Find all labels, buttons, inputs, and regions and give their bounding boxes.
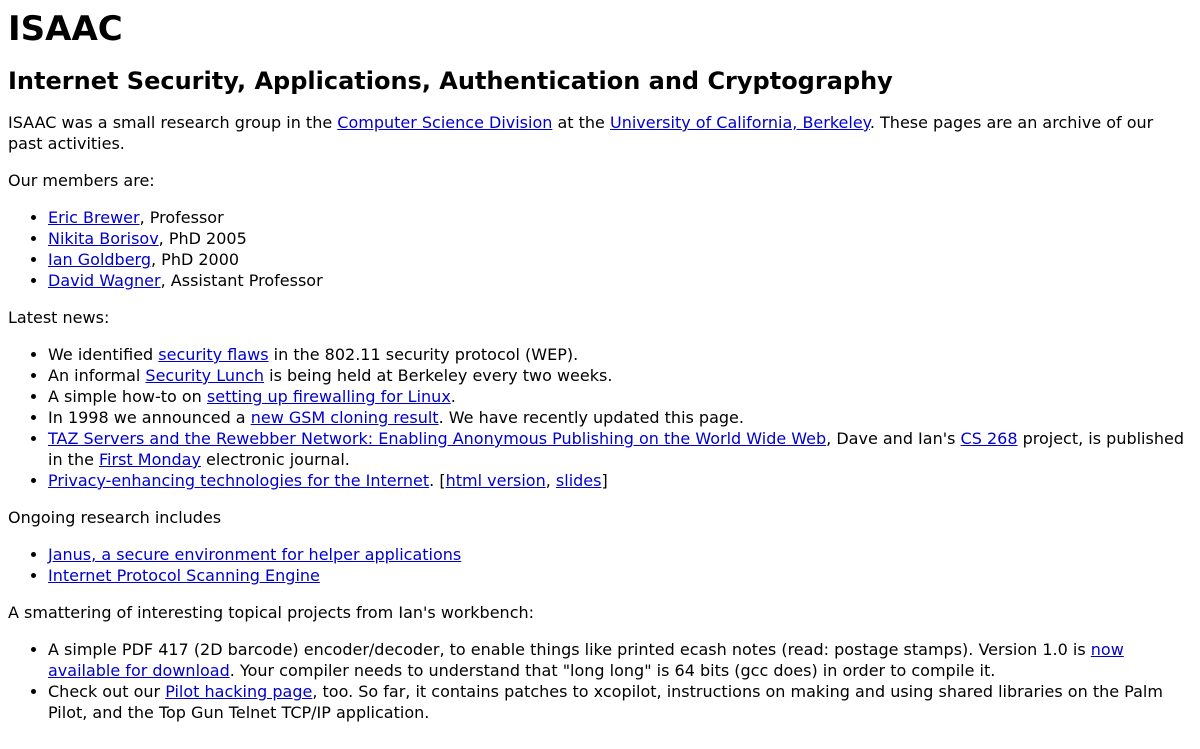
project-text: , too. So far, it contains patches to xcopilot, instructions on making and using shared libraries on the Palm Pilot, and the Top Gun Telnet TCP/IP application.: [48, 682, 1163, 722]
list-item: [48, 228, 1192, 249]
scanning-engine-link[interactable]: Internet Protocol Scanning Engine: [48, 566, 320, 585]
security-flaws-link[interactable]: security flaws: [158, 345, 269, 364]
intro-text: ISAAC was a small research group in the: [8, 113, 338, 132]
list-item: [48, 365, 1192, 386]
html-version-link[interactable]: html version: [445, 471, 546, 490]
list-item: [48, 344, 1192, 365]
member-role: , Professor: [139, 208, 224, 227]
news-text: , Dave and Ian's: [826, 429, 961, 448]
intro-text: . These pages are an archive of our past activities.: [8, 113, 1154, 153]
projects-heading: A smattering of interesting topical projects from Ian's workbench:: [8, 603, 535, 622]
member-link-david-wagner[interactable]: David Wagner: [48, 271, 161, 290]
research-list: [8, 544, 1192, 586]
list-item: [48, 428, 1192, 470]
news-text: in the 802.11 security protocol (WEP).: [268, 345, 579, 364]
intro-text: at the: [552, 113, 610, 132]
uc-berkeley-link[interactable]: University of California, Berkeley: [609, 113, 870, 132]
security-lunch-link[interactable]: Security Lunch: [145, 366, 265, 385]
linux-firewalling-link[interactable]: setting up firewalling for Linux: [206, 387, 451, 406]
list-item: [48, 407, 1192, 428]
news-text: ,: [545, 471, 556, 490]
pilot-hacking-link[interactable]: Pilot hacking page: [165, 682, 313, 701]
project-text: . Your compiler needs to understand that "long long" is 64 bits (gcc does) in order to compile it.: [229, 661, 996, 680]
projects-list: [8, 639, 1192, 723]
project-text: Check out our: [48, 682, 166, 701]
members-list: [8, 207, 1192, 291]
list-item: [48, 470, 1192, 491]
news-heading: Latest news:: [8, 308, 110, 327]
pdf417-download-link[interactable]: now available for download: [48, 640, 1124, 680]
project-text: A simple PDF 417 (2D barcode) encoder/decoder, to enable things like printed ecash notes (read: postage stamps). Version 1.0 is: [48, 640, 1091, 659]
page-title: ISAAC: [8, 9, 123, 49]
research-heading: Ongoing research includes: [8, 508, 222, 527]
taz-servers-link[interactable]: TAZ Servers and the Rewebber Network: Enabling Anonymous Publishing on the World Wide Web: [48, 429, 827, 448]
gsm-cloning-link[interactable]: new GSM cloning result: [250, 408, 439, 427]
members-heading: Our members are:: [8, 171, 155, 190]
news-text: is being held at Berkeley every two weeks.: [264, 366, 613, 385]
cs268-link[interactable]: CS 268: [960, 429, 1018, 448]
news-text: In 1998 we announced a: [48, 408, 251, 427]
news-text: project, is published in the: [48, 429, 1184, 469]
news-text: An informal: [48, 366, 146, 385]
list-item: [48, 386, 1192, 407]
list-item: [48, 544, 1192, 565]
news-text: We identified: [48, 345, 159, 364]
list-item: [48, 207, 1192, 228]
member-role: , PhD 2000: [151, 250, 240, 269]
member-link-eric-brewer[interactable]: Eric Brewer: [48, 208, 140, 227]
member-link-nikita-borisov[interactable]: Nikita Borisov: [48, 229, 159, 248]
member-link-ian-goldberg[interactable]: Ian Goldberg: [48, 250, 151, 269]
privacy-technologies-link[interactable]: Privacy-enhancing technologies for the Internet: [48, 471, 430, 490]
news-text: A simple how-to on: [48, 387, 207, 406]
page-subtitle: Internet Security, Applications, Authentication and Cryptography: [8, 67, 893, 95]
janus-link[interactable]: Janus, a secure environment for helper applications: [48, 545, 462, 564]
news-text: . We have recently updated this page.: [438, 408, 744, 427]
news-text: . [: [429, 471, 446, 490]
news-text: ]: [601, 471, 608, 490]
news-list: [8, 344, 1192, 491]
list-item: [48, 681, 1192, 723]
intro-paragraph: [8, 112, 1192, 154]
list-item: [48, 565, 1192, 586]
first-monday-link[interactable]: First Monday: [99, 450, 201, 469]
list-item: [48, 270, 1192, 291]
member-role: , Assistant Professor: [160, 271, 323, 290]
cs-division-link[interactable]: Computer Science Division: [337, 113, 553, 132]
list-item: [48, 249, 1192, 270]
list-item: [48, 639, 1192, 681]
slides-link[interactable]: slides: [555, 471, 602, 490]
news-text: electronic journal.: [200, 450, 350, 469]
news-text: .: [450, 387, 456, 406]
member-role: , PhD 2005: [158, 229, 247, 248]
